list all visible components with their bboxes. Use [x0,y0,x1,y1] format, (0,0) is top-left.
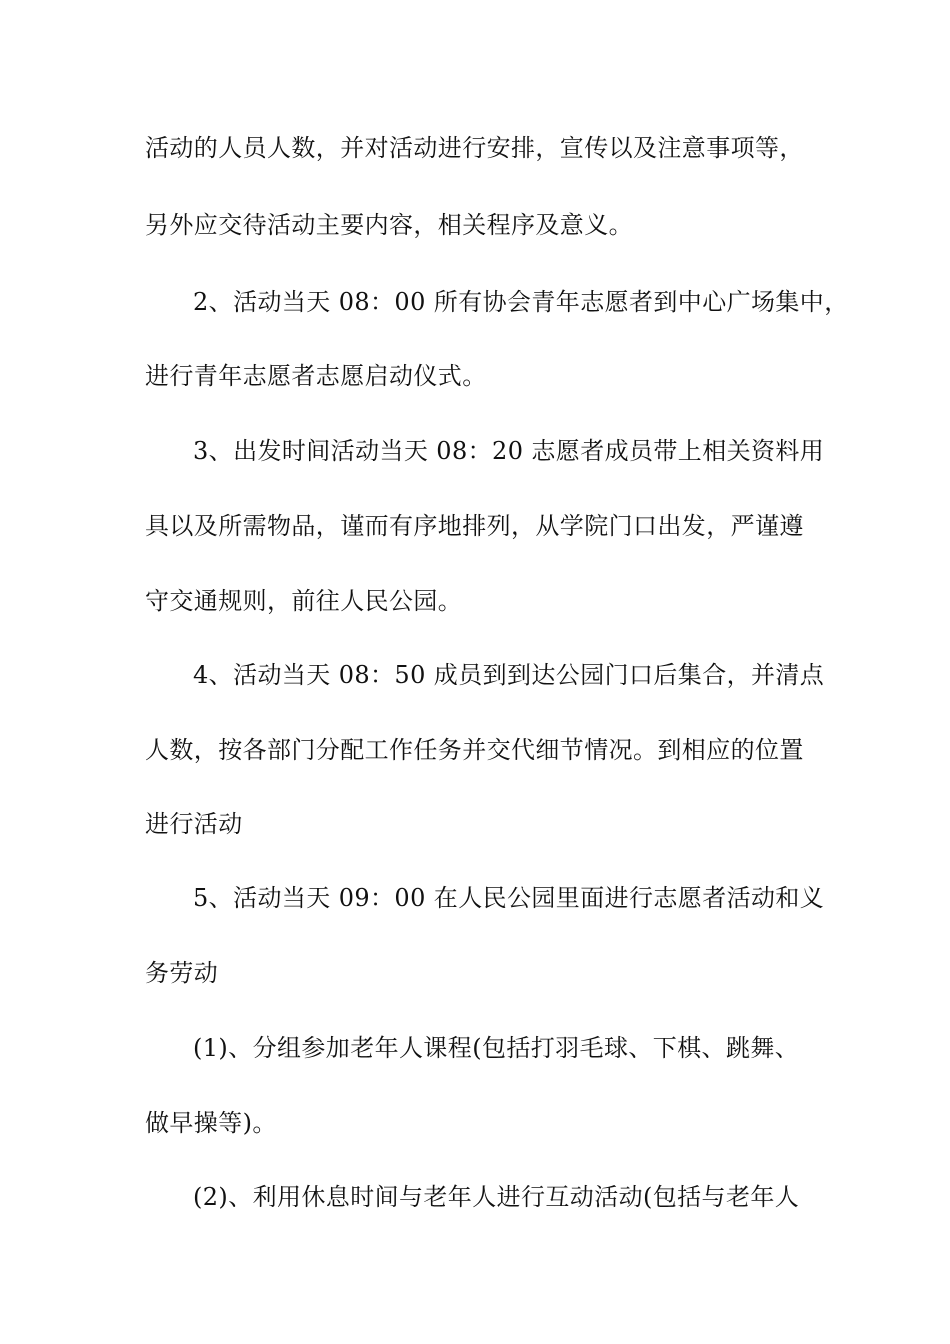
list-item-2-start: (2)、利用休息时间与老年人进行互动活动(包括与老年人 [193,1183,800,1211]
text-line: 进行活动 [145,810,243,838]
text-line: 务劳动 [145,959,219,987]
text-line: 具以及所需物品，谨而有序地排列，从学院门口出发，严谨遵 [145,512,804,540]
text-line: 人数，按各部门分配工作任务并交代细节情况。到相应的位置 [145,736,804,764]
text-line: 另外应交待活动主要内容，相关程序及意义。 [145,211,633,239]
text-line: 进行青年志愿者志愿启动仪式。 [145,362,487,390]
paragraph-5-start: 5、活动当天 09：00 在人民公园里面进行志愿者活动和义 [193,884,825,912]
paragraph-2-start: 2、活动当天 08：00 所有协会青年志愿者到中心广场集中， [193,288,849,316]
paragraph-3-start: 3、出发时间活动当天 08：20 志愿者成员带上相关资料用 [193,437,825,465]
text-line: 活动的人员人数，并对活动进行安排，宣传以及注意事项等， [145,134,804,162]
paragraph-4-start: 4、活动当天 08：50 成员到到达公园门口后集合，并清点 [193,661,825,689]
list-item-1-start: (1)、分组参加老年人课程(包括打羽毛球、下棋、跳舞、 [193,1034,800,1062]
text-line: 做早操等)。 [145,1109,277,1137]
text-line: 守交通规则，前往人民公园。 [145,587,463,615]
